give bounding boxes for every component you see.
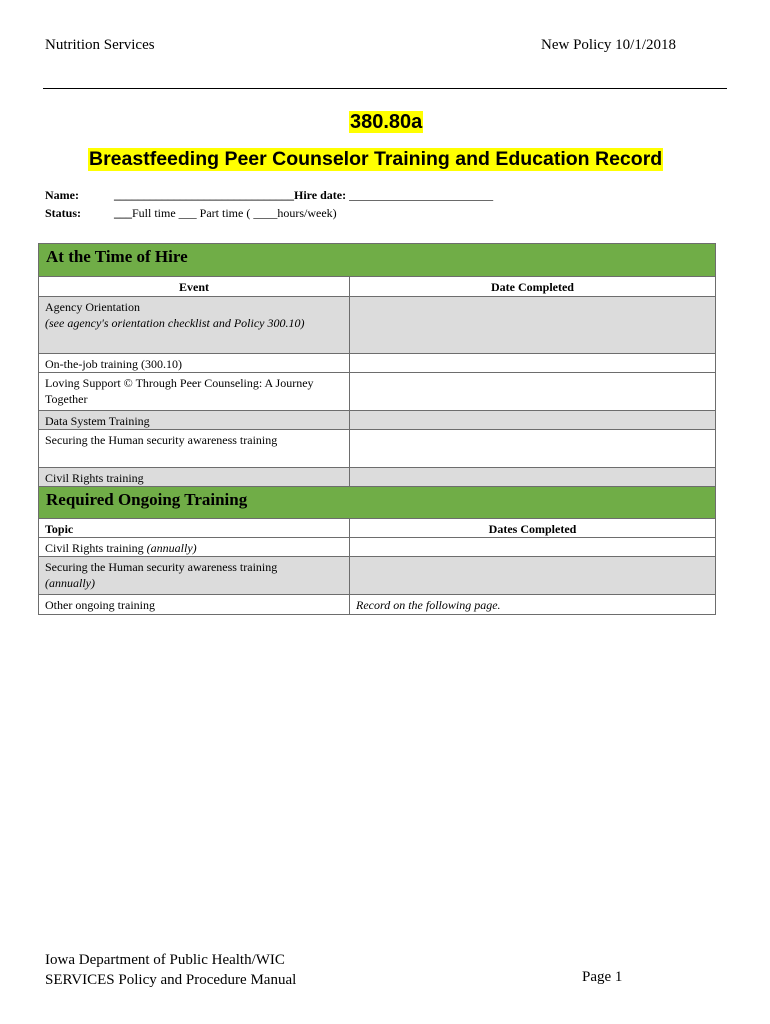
hire-row-civil-rights (39, 468, 715, 487)
page-number: Page 1 (582, 969, 623, 985)
footer-line-1: Iowa Department of Public Health/WIC (45, 952, 285, 968)
status-options-text: Full time ___ Part time ( ____hours/week) (132, 206, 337, 220)
agency-orientation-note: (see agency's orientation checklist and Policy 300.10) (45, 316, 305, 330)
footer-line-2: SERVICES Policy and Procedure Manual (45, 972, 297, 988)
ongoing-row-topic: Other ongoing training (39, 595, 350, 614)
ongoing-row-securing-human (39, 557, 715, 595)
hire-row-securing-human (39, 430, 715, 468)
ongoing-column-header-row (39, 519, 715, 538)
ongoing-row-date-note: Record on the following page. (356, 598, 501, 612)
name-blank[interactable]: ______________________________ (114, 188, 294, 202)
policy-number: 380.80a (350, 111, 423, 133)
status-line[interactable] (114, 206, 337, 221)
header-right: New Policy 10/1/2018 (541, 37, 676, 53)
hire-row-date-cell[interactable] (350, 468, 715, 486)
hire-row-event: On-the-job training (300.10) (39, 354, 350, 372)
hire-row-loving-support (39, 373, 715, 411)
ongoing-row-civil-rights (39, 538, 715, 557)
hire-row-date-cell[interactable] (350, 411, 715, 429)
status-label: Status: (45, 206, 82, 220)
hire-row-on-the-job (39, 354, 715, 373)
ongoing-topic-label: Civil Rights training (45, 541, 144, 555)
hire-row-date-cell[interactable] (350, 297, 715, 353)
hire-row-event: Securing the Human security awareness training (39, 430, 350, 467)
hire-row-event: Loving Support © Through Peer Counseling: A Journey Together (39, 373, 350, 410)
header-rule (43, 88, 727, 89)
hire-section-heading: At the Time of Hire (39, 244, 715, 277)
hire-row-date-cell[interactable] (350, 354, 715, 372)
hire-row-date-cell[interactable] (350, 430, 715, 467)
ongoing-row-date-cell[interactable] (350, 538, 715, 556)
ongoing-topic-label: Securing the Human security awareness training (45, 560, 278, 574)
header-left: Nutrition Services (45, 37, 155, 53)
training-record-table (38, 243, 716, 615)
date-completed-column-header: Date Completed (491, 280, 574, 294)
hire-row-event: Data System Training (39, 411, 350, 429)
ongoing-topic-note: (annually) (146, 541, 197, 555)
hire-column-header-row (39, 277, 715, 297)
ongoing-row-topic (39, 538, 350, 556)
document-title: Breastfeeding Peer Counselor Training and Education Record (89, 148, 663, 170)
ongoing-section-heading: Required Ongoing Training (39, 487, 715, 519)
footer-left (45, 950, 296, 990)
ongoing-row-other (39, 595, 715, 614)
topic-column-header: Topic (39, 519, 350, 537)
hire-row-data-system (39, 411, 715, 430)
hire-date-label: Hire date: (294, 188, 347, 202)
name-label: Name: (45, 188, 79, 202)
ongoing-row-date-cell[interactable] (350, 557, 715, 594)
agency-orientation-label: Agency Orientation (45, 300, 140, 314)
name-hire-line[interactable] (114, 188, 493, 203)
hire-date-blank[interactable]: ________________________ (349, 188, 494, 202)
full-time-blank[interactable]: ___ (114, 206, 132, 220)
hire-row-agency-orientation (39, 297, 715, 354)
ongoing-topic-note: (annually) (45, 576, 95, 590)
dates-completed-column-header: Dates Completed (488, 522, 577, 536)
ongoing-row-topic (39, 557, 350, 594)
hire-row-date-cell[interactable] (350, 373, 715, 410)
hire-row-event (39, 297, 350, 353)
event-column-header: Event (39, 277, 350, 296)
hire-row-event: Civil Rights training (39, 468, 350, 486)
